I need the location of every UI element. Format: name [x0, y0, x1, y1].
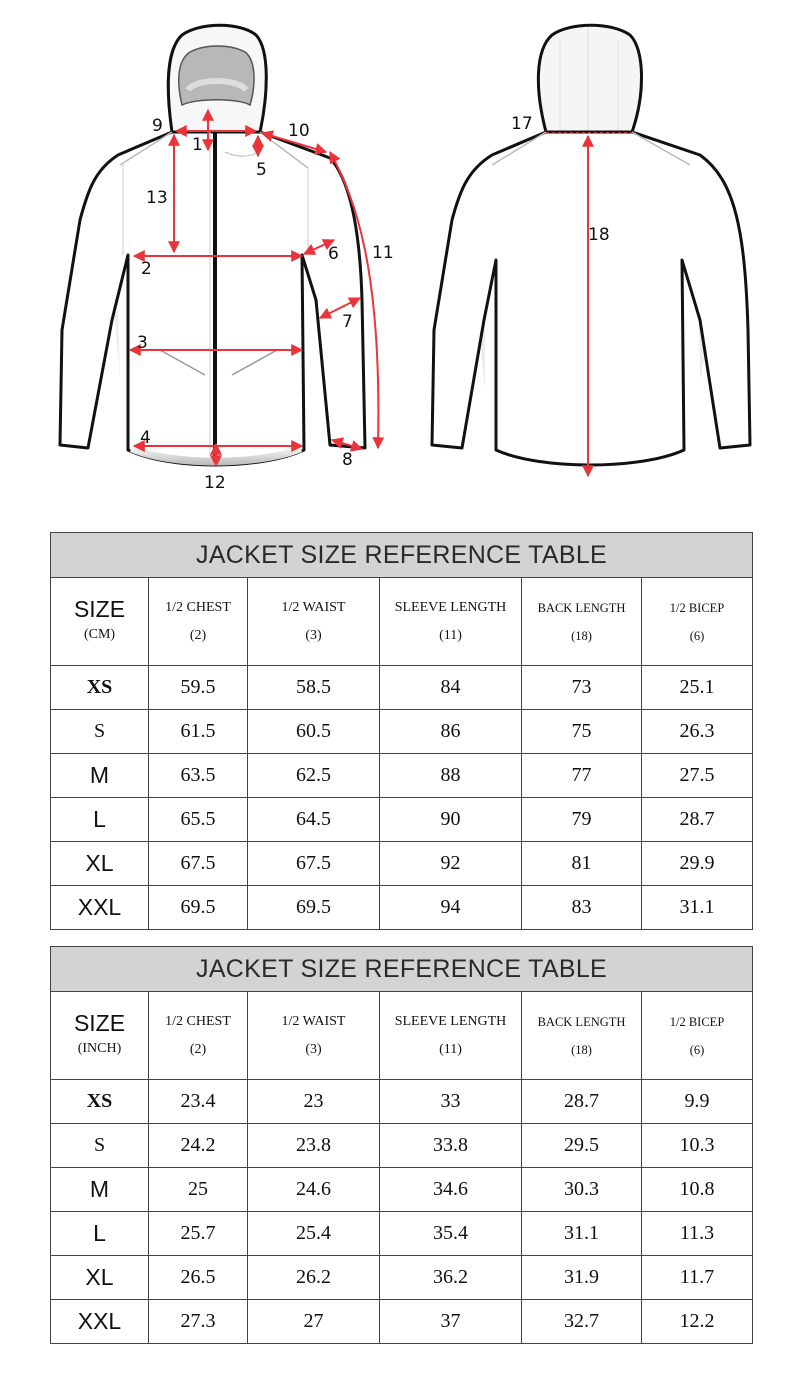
value-cell: 25	[149, 1168, 248, 1212]
value-cell: 33	[380, 1080, 522, 1124]
column-header-back: BACK LENGTH (18)	[522, 992, 642, 1080]
value-cell: 24.2	[149, 1124, 248, 1168]
value-cell: 31.9	[522, 1256, 642, 1300]
label-2: 2	[141, 259, 152, 279]
jacket-front-view	[60, 25, 365, 465]
value-cell: 26.5	[149, 1256, 248, 1300]
value-cell: 27.5	[642, 754, 753, 798]
size-cell: XXL	[51, 886, 149, 930]
label-17: 17	[511, 114, 533, 134]
value-cell: 9.9	[642, 1080, 753, 1124]
value-cell: 26.2	[248, 1256, 380, 1300]
value-cell: 29.5	[522, 1124, 642, 1168]
column-header-waist: 1/2 WAIST (3)	[248, 992, 380, 1080]
value-cell: 81	[522, 842, 642, 886]
column-header-back: BACK LENGTH (18)	[522, 578, 642, 666]
value-cell: 64.5	[248, 798, 380, 842]
size-header-label: SIZE	[73, 1009, 126, 1036]
label-3: 3	[137, 333, 148, 353]
table-row	[51, 1168, 753, 1212]
column-header-chest: 1/2 CHEST (2)	[149, 992, 248, 1080]
label-1: 1	[192, 135, 203, 155]
label-8: 8	[342, 450, 353, 470]
label-12: 12	[204, 473, 226, 493]
value-cell: 58.5	[248, 666, 380, 710]
label-5: 5	[256, 160, 267, 180]
table-title: JACKET SIZE REFERENCE TABLE	[51, 947, 753, 992]
value-cell: 28.7	[642, 798, 753, 842]
label-7: 7	[342, 312, 353, 332]
size-column-header	[51, 578, 149, 666]
value-cell: 29.9	[642, 842, 753, 886]
value-cell: 23	[248, 1080, 380, 1124]
column-header-bicep: 1/2 BICEP (6)	[642, 992, 753, 1080]
value-cell: 27.3	[149, 1300, 248, 1344]
value-cell: 12.2	[642, 1300, 753, 1344]
value-cell: 75	[522, 710, 642, 754]
value-cell: 92	[380, 842, 522, 886]
table-row	[51, 666, 753, 710]
value-cell: 31.1	[642, 886, 753, 930]
value-cell: 25.1	[642, 666, 753, 710]
value-cell: 69.5	[149, 886, 248, 930]
value-cell: 23.8	[248, 1124, 380, 1168]
value-cell: 23.4	[149, 1080, 248, 1124]
column-header-bicep: 1/2 BICEP (6)	[642, 578, 753, 666]
value-cell: 33.8	[380, 1124, 522, 1168]
value-cell: 83	[522, 886, 642, 930]
value-cell: 25.7	[149, 1212, 248, 1256]
label-4: 4	[140, 428, 151, 448]
size-table-inch	[50, 946, 753, 1344]
value-cell: 84	[380, 666, 522, 710]
value-cell: 69.5	[248, 886, 380, 930]
value-cell: 36.2	[380, 1256, 522, 1300]
table-row	[51, 798, 753, 842]
value-cell: 28.7	[522, 1080, 642, 1124]
value-cell: 79	[522, 798, 642, 842]
value-cell: 61.5	[149, 710, 248, 754]
size-cell: S	[51, 710, 149, 754]
size-cell: L	[51, 798, 149, 842]
value-cell: 26.3	[642, 710, 753, 754]
value-cell: 63.5	[149, 754, 248, 798]
size-header-label: SIZE	[73, 595, 126, 622]
label-13: 13	[146, 188, 168, 208]
value-cell: 67.5	[248, 842, 380, 886]
table-title-row	[51, 947, 753, 992]
unit-label: (CM)	[83, 626, 116, 642]
table-row	[51, 1256, 753, 1300]
table-row	[51, 710, 753, 754]
size-cell: XL	[51, 1256, 149, 1300]
value-cell: 32.7	[522, 1300, 642, 1344]
value-cell: 25.4	[248, 1212, 380, 1256]
table-header-row	[51, 992, 753, 1080]
column-header-sleeve: SLEEVE LENGTH (11)	[380, 992, 522, 1080]
value-cell: 94	[380, 886, 522, 930]
size-cell: XS	[51, 1080, 149, 1124]
value-cell: 88	[380, 754, 522, 798]
value-cell: 34.6	[380, 1168, 522, 1212]
label-9: 9	[152, 116, 163, 136]
column-header-chest: 1/2 CHEST (2)	[149, 578, 248, 666]
value-cell: 35.4	[380, 1212, 522, 1256]
value-cell: 11.3	[642, 1212, 753, 1256]
value-cell: 10.3	[642, 1124, 753, 1168]
size-cell: XL	[51, 842, 149, 886]
value-cell: 37	[380, 1300, 522, 1344]
table-title-row	[51, 533, 753, 578]
size-cell: L	[51, 1212, 149, 1256]
table-row	[51, 754, 753, 798]
value-cell: 60.5	[248, 710, 380, 754]
size-cell: XXL	[51, 1300, 149, 1344]
size-column-header	[51, 992, 149, 1080]
table-row	[51, 1212, 753, 1256]
jacket-measurement-diagram	[0, 0, 800, 520]
label-6: 6	[328, 244, 339, 264]
unit-label: (INCH)	[77, 1040, 122, 1056]
size-cell: XS	[51, 666, 149, 710]
value-cell: 31.1	[522, 1212, 642, 1256]
value-cell: 77	[522, 754, 642, 798]
value-cell: 90	[380, 798, 522, 842]
value-cell: 65.5	[149, 798, 248, 842]
jacket-back-view	[432, 25, 750, 465]
value-cell: 59.5	[149, 666, 248, 710]
table-row	[51, 886, 753, 930]
value-cell: 62.5	[248, 754, 380, 798]
value-cell: 73	[522, 666, 642, 710]
size-table-cm	[50, 532, 753, 930]
label-10: 10	[288, 121, 310, 141]
size-cell: M	[51, 1168, 149, 1212]
value-cell: 10.8	[642, 1168, 753, 1212]
value-cell: 11.7	[642, 1256, 753, 1300]
table-row	[51, 842, 753, 886]
value-cell: 67.5	[149, 842, 248, 886]
table-row	[51, 1080, 753, 1124]
column-header-waist: 1/2 WAIST (3)	[248, 578, 380, 666]
value-cell: 86	[380, 710, 522, 754]
value-cell: 24.6	[248, 1168, 380, 1212]
table-header-row	[51, 578, 753, 666]
size-cell: M	[51, 754, 149, 798]
table-row	[51, 1300, 753, 1344]
table-title: JACKET SIZE REFERENCE TABLE	[51, 533, 753, 578]
table-row	[51, 1124, 753, 1168]
value-cell: 27	[248, 1300, 380, 1344]
label-18: 18	[588, 225, 610, 245]
label-11: 11	[372, 243, 394, 263]
value-cell: 30.3	[522, 1168, 642, 1212]
size-cell: S	[51, 1124, 149, 1168]
column-header-sleeve: SLEEVE LENGTH (11)	[380, 578, 522, 666]
